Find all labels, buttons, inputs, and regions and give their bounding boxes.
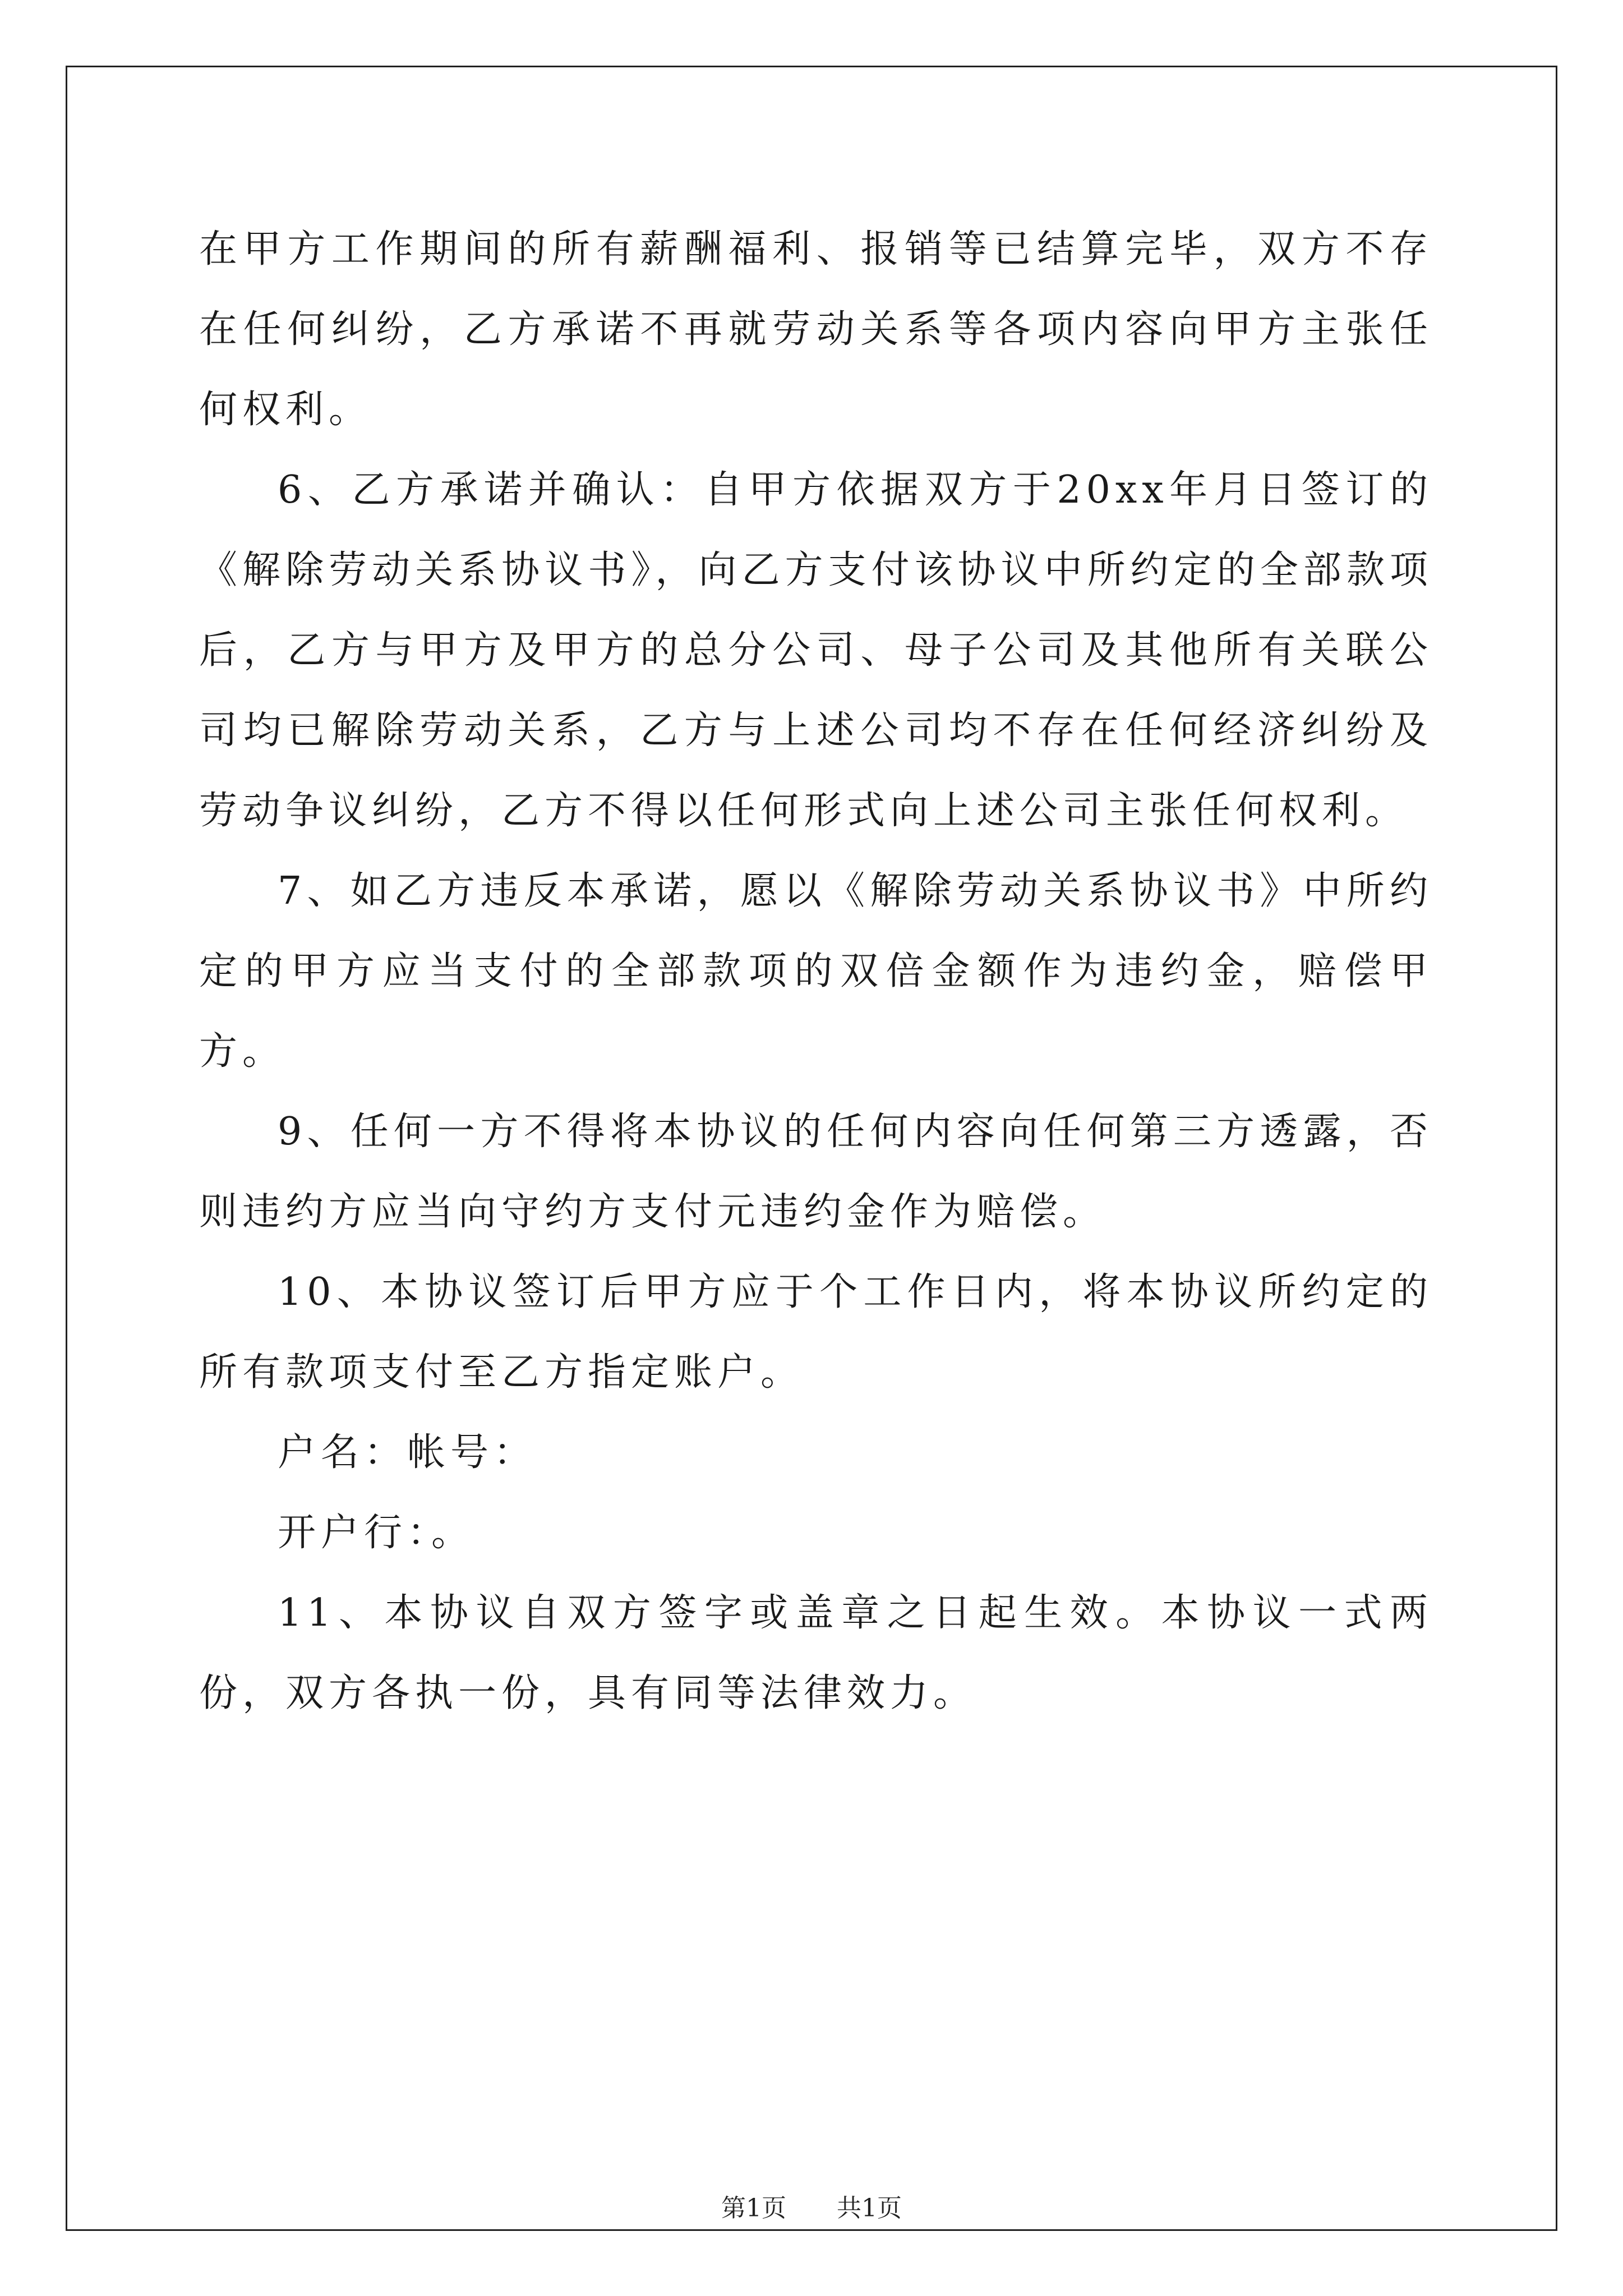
- paragraph-clause-6: 6、乙方承诺并确认：自甲方依据双方于20xx年月日签订的《解除劳动关系协议书》，向乙方支付该协议中所约定的全部款项后，乙方与甲方及甲方的总分公司、母子公司及其他所有关联公司均已解除劳动关系，乙方与上述公司均不存在任何经济纠纷及劳动争议纠纷，乙方不得以任何形式向上述公司主张任何权利。: [199, 468, 1433, 833]
- paragraph-clause-11: 11、本协议自双方签字或盖章之日起生效。本协议一式两份，双方各执一份，具有同等法律效力。: [199, 1591, 1433, 1715]
- paragraph-account-name: 户名：帐号：: [278, 1430, 537, 1475]
- paragraph-clause-9: 9、任何一方不得将本协议的任何内容向任何第三方透露，否则违约方应当向守约方支付元违约金作为赔偿。: [199, 1110, 1433, 1234]
- paragraph-bank: 开户行：。: [278, 1511, 475, 1555]
- document-body: [199, 209, 1433, 1733]
- paragraph-continuation: 在甲方工作期间的所有薪酬福利、报销等已结算完毕，双方不存在任何纠纷，乙方承诺不再就劳动关系等各项内容向甲方主张任何权利。: [199, 227, 1433, 432]
- paragraph-clause-10: 10、本协议签订后甲方应于个工作日内，将本协议所约定的所有款项支付至乙方指定账户。: [199, 1270, 1433, 1395]
- page-footer: [0, 2188, 1623, 2224]
- paragraph-clause-7: 7、如乙方违反本承诺，愿以《解除劳动关系协议书》中所约定的甲方应当支付的全部款项的双倍金额作为违约金，赔偿甲方。: [199, 869, 1433, 1074]
- page-number: 第1页 共1页: [721, 2194, 902, 2223]
